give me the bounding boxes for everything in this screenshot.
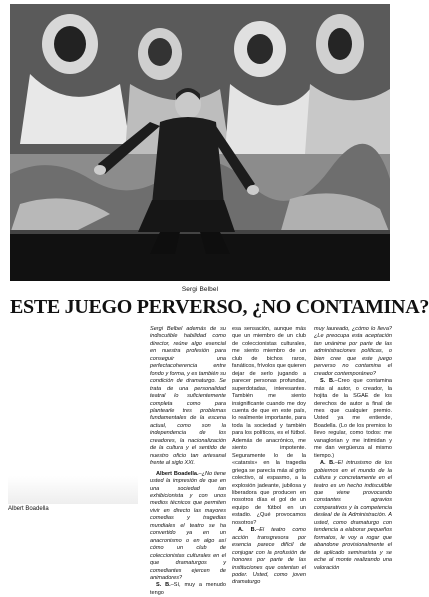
column-3 bbox=[314, 326, 392, 571]
speaker-label: Albert Boadella. bbox=[156, 470, 199, 477]
question-2-continued: muy laureado, ¿cómo lo lleva? ¿Le preocupa esta aceptación tan unánime por parte de las administraciones políticas, o bien cree que este juego perverso no contamina el creador contemporáneo? bbox=[314, 326, 392, 377]
column-2 bbox=[232, 326, 307, 586]
question-text: –¿No tiene usted la impresión de que en una sociedad tan exhibicionista y con unos medios técnicos que permiten vivir en directo las mayores comedias y tragedias mundiales el teatro se ha convertido ya en un anacronismo o en algo así cómo un club de coleccionistas culturales en el que dramaturgos y comediantes ejercen de animadores? bbox=[150, 470, 226, 581]
intro-text: Sergi Belbel además de su indiscutible habilidad como director, reúne algo esencial en nuestra profesión para conseguir una perfectacoherencia entre fondo y forma, y es también su condición de dramaturgo. Se trata de una personalidad teatral lo suficientemente completa como para plantearle tres problemas fundamentales de la escena actual, como son la independencia de los creadores, la nacionalización de la cultura y el sentido de nuestro oficio tan artesanal frente al siglo XXI. bbox=[150, 326, 226, 467]
article-headline: ESTE JUEGO PERVERSO, ¿NO CONTAMINA? bbox=[10, 296, 429, 318]
inset-photo bbox=[8, 476, 138, 504]
intro-paragraph bbox=[150, 326, 226, 468]
speaker-label: S. B. bbox=[320, 378, 335, 385]
question-text: –El teatro como acción transgresora por esencia parece difícil de conjugar con la profusión de honores por parte de las instituciones que ostentan el poder. Usted, como joven dramaturgo bbox=[232, 527, 306, 586]
question-1 bbox=[150, 471, 226, 583]
question-3 bbox=[314, 460, 392, 572]
answer-1-continued: esa sensación, aunque más que un miembro de un club de coleccionistas culturales, me siento miembro de un club de bichos raros, fanáticos, frívolos que quieren dejar de serlo jugando a parecer personas profundas, superdotadas, interesantes. También me siento insignificante cuando me doy cuenta de que en este país, lo realmente importante, para toda la sociedad y también para los políticos, es el fútbol. Además de anacrónico, me siento impotente. Seguramente lo de la «catarsis» en la tragedia griega se parecía más al grito colectivo, al espasmo, a la explosión jadeante, jubilosa y liberadora que producen en nosotros días el gol de un equipo de fútbol en un estadio. ¿Qué provocamos nosotros? bbox=[232, 326, 307, 526]
answer-2 bbox=[314, 378, 392, 460]
photo-illustration bbox=[10, 4, 390, 281]
speaker-label: S. B. bbox=[156, 582, 171, 589]
speaker-label: A. B. bbox=[320, 460, 335, 467]
answer-1 bbox=[150, 582, 226, 597]
speaker-label: A. B. bbox=[238, 527, 257, 534]
answer-text: –Creo que contamina más al autor, o creador, la hojita de la SGAE de los derechos de autor a final de mes que cualquier premio. Usted ya me entiende, Boadella. (Lo de los premios lo llevo regular, como todos: me vanaglorian y me intimidan y me dan vergüenza al mismo tiempo.) bbox=[314, 378, 392, 459]
question-text: –El intrusismo de los gobiernos en el mundo de la cultura y concretamente en el teatro es un hecho indiscutible que viene provocando constantes agravios comparativos y la competencia desleal de la Administración. A usted, como dramaturgo con tendencia a elaborar pequeños formatos, le voy a rogar que abandone provisionalmente el de aplicado seminarista y se eche al monte realizando una valoración bbox=[314, 460, 392, 571]
question-2 bbox=[232, 527, 306, 587]
hero-photo bbox=[10, 4, 390, 281]
column-1 bbox=[150, 326, 226, 596]
inset-caption: Albert Boadella bbox=[8, 506, 49, 512]
photo-caption: Sergi Belbel bbox=[181, 286, 219, 293]
answer-text: –Sí, muy a menudo tengo bbox=[150, 582, 226, 596]
